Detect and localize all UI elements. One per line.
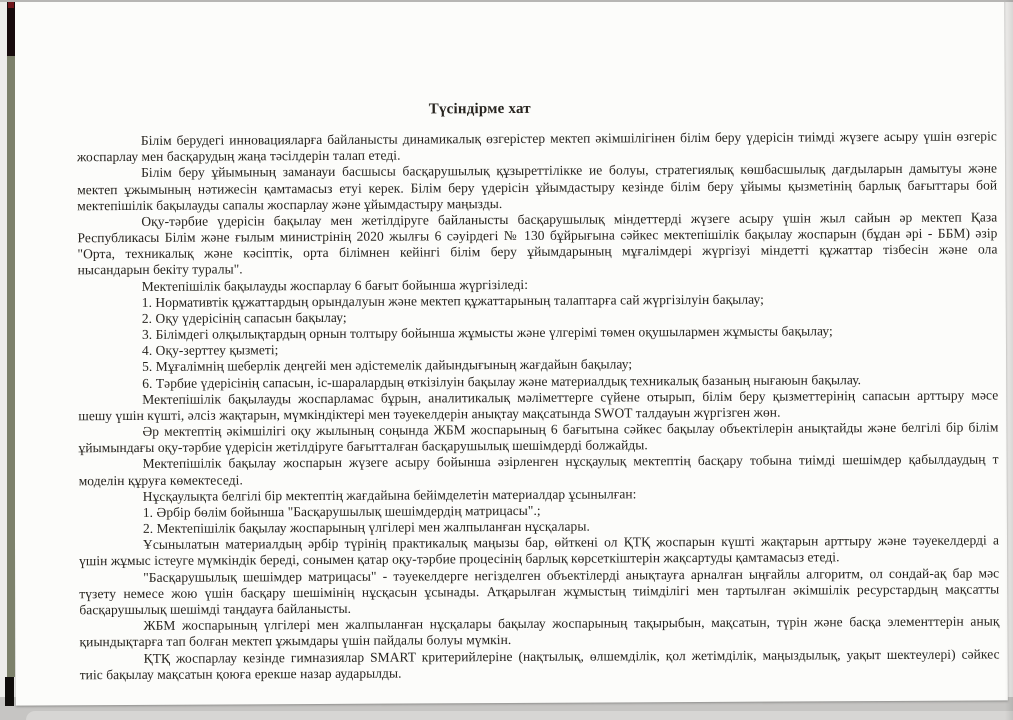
text-line: қиындықтарға тап болған мектеп ұжымдары үшін пайдалы болуы мүмкін. [79,632,512,650]
text-line: 1. Әрбір бөлім бойынша "Басқарушылық шешімдердің матрицасы".; [142,502,541,520]
text-line: 6. Тәрбие үдерісінің сапасын, іс-шаралардың өткізілуін бақылау және материалдық техникалық базаның нығаюын бақылау. [142,371,862,391]
text-line: басқарушылық шешімді таңдауға байланысты. [79,600,352,618]
paper-sheet [12,0,1008,706]
doc-body [77,128,1000,683]
text-line: Оқу-тәрбие үдерісін бақылау мен жетілдіруге байланысты басқарушылық міндеттерді жүзеге асыру үшін жыл сайын әр мектеп Қаза [141,209,998,229]
text-line: 2. Мектепішілік бақылау жоспарының үлгілері мен жалпыланған нұсқалары. [142,518,590,537]
text-line: шешу үшін күшті, әлсіз жақтарын, мүмкіндіктері мен тәуекелдерін анықтау мақсатында SWOT талдауын жүргізген жөн. [78,404,781,424]
text-line: жоспарлау мен басқарудың жаңа тәсілдерін талап етеді. [76,147,401,165]
text-line: Республикасы Білім және ғылым министрінің 2020 жылғы 6 сәуірдегі № 130 бұйрығына сәйкес мектепішілік бақылау жоспарын (бұдан әрі - ББМ) әзір [77,225,998,246]
text-line: ұйымындағы оқу-тәрбие үдерісін жетілдіруге бағытталған басқарушылық шешімдерді болжайды. [78,437,648,456]
text-line: Мектепішілік бақылауды жоспарлау 6 бағыт бойынша жүргізіледі: [141,276,529,294]
scanner-right-edge-shade [1005,0,1013,720]
text-line: "Орта, техникалық және кәсіптік, орта білімнен кейінгі білім беру ұйымдарының мұғалімдері жүргізуі міндетті құжаттар тізбесін және ола [77,241,998,262]
scan-spine-dark-bottom [5,677,14,706]
scan-spine-dark-top [7,0,15,56]
text-line: мектеп ұжымының нәтижесін қамтамасыз етуі керек. Білім беру үдерісін ұйымдастыру кезінде білім беру ұйымы қызметінің барлық бағыттары бой [77,176,998,197]
scan-spine-olive [7,56,15,677]
text-line: мектепішілік бақылауды сапалы жоспарлау және ұйымдастыру маңызды. [77,195,503,213]
text-line: 3. Білімдегі олқылықтардың орнын толтыру бойынша жұмысты және үлгерімі төмен оқушылармен жұмысты бақылау; [141,323,833,342]
text-line: 4. Оқу-зерттеу қызметі; [141,342,279,359]
text-line: Білім беру ұйымының заманауи басшысы басқарушылық құзыреттілікке ие болуы, стратегиялық көшбасшылық дағдыларын дамытуы және [141,160,998,181]
text-line: ЖБМ жоспарының үлгілері мен жалпыланған нұсқалары бақылау жоспарының тақырыбын, мақсатын, түрін және басқа элементтерін анық [143,613,1000,634]
doc-title: Түсіндірме хат [428,100,531,118]
lower-sheet-edge [26,711,1013,720]
text-line: нысандарын бекіту туралы". [77,261,243,278]
text-line: Білім берудегі инновацияларға байланысты динамикалық өзгерістер мектеп әкімшілігінен білім беру үдерісін тиімді жүзеге асыру үшін өзгеріс [140,128,997,148]
text-line: Нұсқаулықта белгілі бір мектептің жағдайына бейімделетін материалдар ұсынылған: [142,486,637,504]
text-line: 2. Оқу үдерісінің сапасын бақылау; [141,309,347,326]
text-line: тиіс бақылау мақсатын қоюға ерекше назар аударылды. [79,665,402,682]
text-line: ҚТҚ жоспарлау кезінде гимназиялар SMART критерийлеріне (нақтылық, өлшемділік, қол жетімділік, маңыздылық, уақыт шектеулері) сәйкес [143,645,1000,666]
text-line: 1. Нормативтік құжаттардың орындалуын және мектеп құжаттарының талаптарға сай жүргізілуін бақылау; [141,291,764,310]
text-line: моделін құруға көмектеседі. [78,472,243,488]
text-line: Әр мектептің әкімшілігі оқу жылының соңында ЖБМ жоспарының 6 бағытына сәйкес бақылау объектілерін анықтайды және белгілі бір білім [142,419,999,440]
text-line: Мектепішілік бақылауды жоспарламас бұрын, аналитикалық мәліметтерге сүйене отырып, білім беру қызметтерінің сапасын арттыру мәсе [142,387,999,407]
text-line: Мектепішілік бақылау жоспарын жүзеге асыру бойынша әзірленген нұсқаулық мектептің басқару тобына тиімді шешімдер қабылдаудың т [142,451,999,472]
text-line: түзету немесе жою үшін басқару шешімінің нұсқасын ұсынады. Атқарылған жұмыстың тиімділігі мен тартылған әкімшілік ресурстардың мақсатты [79,581,1000,602]
text-line: 5. Мұғалімнің шеберлік деңгейі мен әдістемелік дайындығының жағдайын бақылау; [142,356,633,375]
text-line: "Басқарушылық шешімдер матрицасы" - тәуекелдерге негізделген объектілерді анықтауға арналған ыңғайлы алгоритм, ол сондай-ақ бар мәс [143,565,1000,585]
text-line: Ұсынылатын материалдың әрбір түрінің практикалық маңызы бар, өйткені ол ҚТҚ жоспарын күшті жақтарын арттыру және тәуекелдерді а [142,532,1000,553]
text-line: үшін жұмыс істеуге мүмкіндік береді, сонымен қатар оқу-тәрбие процесінің барлық көрсеткіштерін жақсартуды қамтамасыз етеді. [79,549,840,569]
scanner-top-edge [0,0,1013,2]
